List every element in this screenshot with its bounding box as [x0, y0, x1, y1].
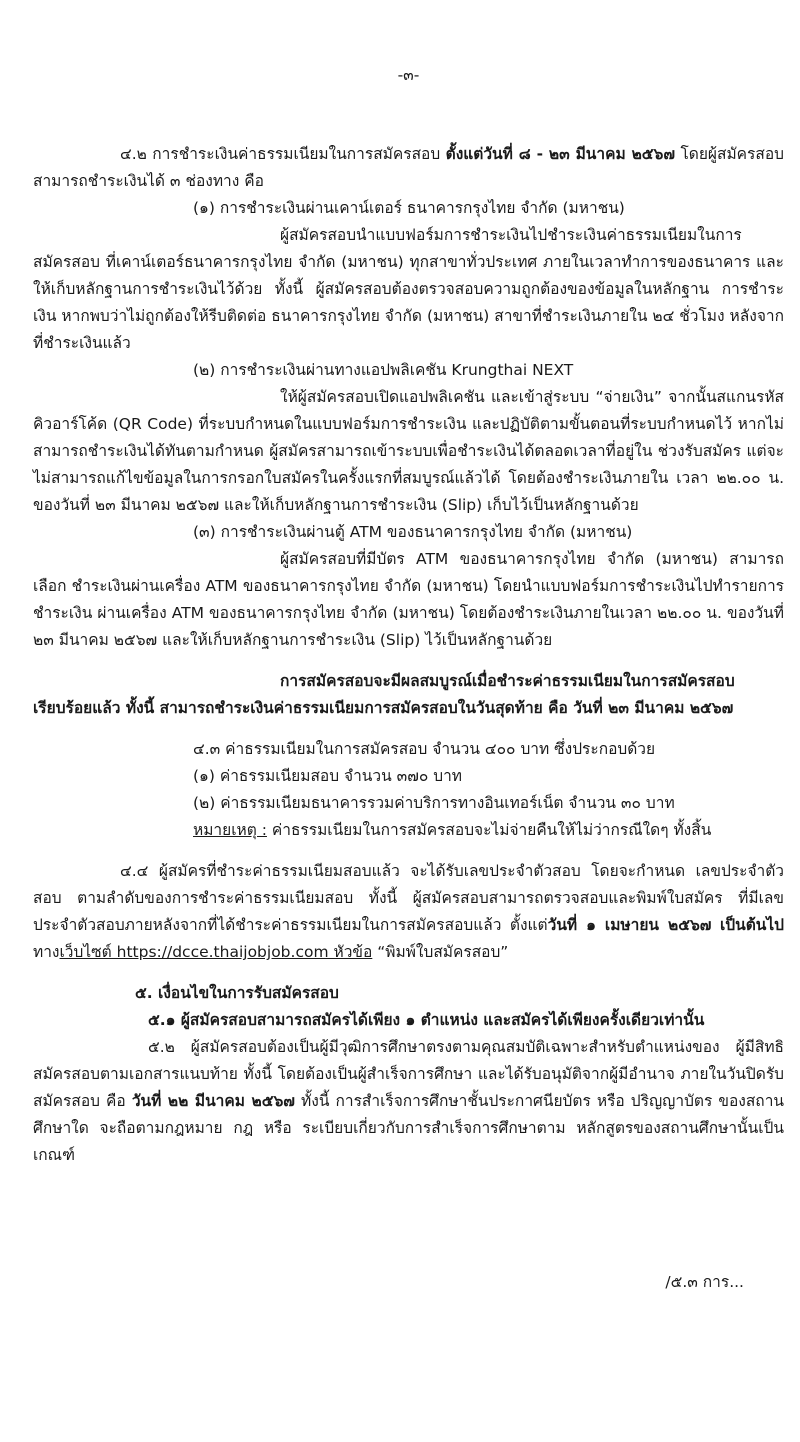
text: หลักสูตรของสถานศึกษานั้นเป็นเกณฑ์: [33, 1119, 784, 1164]
text: เป็นต้นไป: [719, 916, 784, 934]
text: หลังจากที่ชำระเงินแล้ว: [33, 307, 785, 352]
text: ผู้สมัครสอบที่มีบัตร ATM ของธนาคารกรุงไทย จำกัด (มหาชน) สามารถเลือก: [33, 550, 784, 595]
section-4-4-paragraph: [33, 858, 784, 966]
text: ภายในวันปิดรับสมัครสอบ คือ: [33, 1065, 784, 1110]
text: ที่มีเลขประจำตัวสอบภายหลังจากที่ได้ชำระค่าธรรมเนียมในการสมัครสอบแล้ว ตั้งแต่: [33, 889, 784, 934]
text: ผ่านเครื่อง ATM ของธนาคารกรุงไทย จำกัด (มหาชน) โดยต้องชำระเงินภายในเวลา ๒๒.๐๐ น. ของวันที่: [97, 604, 784, 622]
channel-2-paragraph: [33, 384, 784, 519]
text: คิวอาร์โค้ด (QR Code) ที่ระบบกำหนดในแบบฟอร์มการชำระเงิน และปฏิบัติตามขั้นตอนที่ระบบกำหนดไว้: [33, 415, 733, 433]
text: การชำระเงิน หากพบว่าไม่ถูกต้องให้รีบติดต่อ ธนาคารกรุงไทย จำกัด (มหาชน) สาขาที่ชำระเงินภายใน ๒๔ ชั่วโมง: [33, 280, 784, 325]
page-number: -๓-: [397, 66, 420, 84]
section-5-heading: ๕. เงื่อนไขในการรับสมัครสอบ: [135, 984, 339, 1002]
text: ปริญญาบัตร ของสถานศึกษาใด จะถือตามกฎหมาย กฎ หรือ ระเบียบเกี่ยวกับการสำเร็จการศึกษาตาม: [33, 1092, 784, 1137]
text: สมัครสอบ ที่เคาน์เตอร์ธนาคารกรุงไทย จำกัด (มหาชน) ทุกสาขาทั่วประเทศ ภายในเวลาทำการของธนาคาร: [33, 253, 751, 271]
channel-3-paragraph: [33, 546, 784, 654]
date: วันที่ ๒๒ มีนาคม ๒๕๖๗: [131, 1092, 295, 1110]
bold-note: [33, 668, 784, 722]
remark: [33, 817, 784, 844]
text: เลขประจำตัวสอบ ตามลำดับของการชำระค่าธรรมเนียมสอบ ทั้งนี้ ผู้สมัครสอบสามารถตรวจสอบและพิมพ์ใบสมัคร: [33, 862, 784, 907]
text: ผู้มีสิทธิสมัครสอบตามเอกสารแนบท้าย ทั้งนี้ โดยต้องเป็นผู้สำเร็จการศึกษา และได้รับอนุมัติจากผู้มีอำนาจ: [33, 1038, 784, 1083]
text: “พิมพ์ใบสมัครสอบ”: [372, 943, 509, 961]
text: และให้เก็บหลักฐานการชำระเงินไว้ด้วย ทั้งนี้ ผู้สมัครสอบต้องตรวจสอบความถูกต้องของข้อมูลในหลักฐาน: [33, 253, 784, 298]
text: ทั้งนี้ การสำเร็จการศึกษาชั้นประกาศนียบัตร หรือ: [294, 1092, 625, 1110]
date: วันที่ ๑ เมษายน ๒๕๖๗: [547, 916, 712, 934]
text: ๕.๒ ผู้สมัครสอบต้องเป็นผู้มีวุฒิการศึกษาตรงตามคุณสมบัติเฉพาะสำหรับตำแหน่งของ: [148, 1038, 720, 1056]
channel-1-paragraph: [33, 222, 784, 357]
text: ๒๓ มีนาคม ๒๕๖๗ และให้เก็บหลักฐานการชำระเงิน (Slip) ไว้เป็นหลักฐานด้วย: [33, 631, 553, 649]
text: หากไม่สามารถชำระเงินได้ทันตามกำหนด ผู้สมัครสามารถเข้าระบบเพื่อชำระเงินได้ตลอดเวลาที่อยู่ใน: [33, 415, 784, 460]
fee-item: (๑) ค่าธรรมเนียมสอบ จำนวน ๓๗๐ บาท: [193, 767, 462, 785]
text: ชำระเงินผ่านเครื่อง ATM ของธนาคารกรุงไทย จำกัด (มหาชน) โดยนำแบบฟอร์มการชำระเงินไปทำรายการชำระเงิน: [33, 577, 784, 622]
remark-text: ค่าธรรมเนียมในการสมัครสอบจะไม่จ่ายคืนให้ไม่ว่ากรณีใดๆ ทั้งสิ้น: [266, 821, 712, 839]
section-5-2-paragraph: [33, 1034, 784, 1169]
text: ให้ผู้สมัครสอบเปิดแอปพลิเคชัน และเข้าสู่ระบบ “จ่ายเงิน” จากนั้นสแกนรหัส: [280, 388, 784, 406]
fee-item: (๒) ค่าธรรมเนียมธนาคารรวมค่าบริการทางอินเทอร์เน็ต จำนวน ๓๐ บาท: [193, 794, 675, 812]
section-4-2-paragraph: [33, 141, 784, 195]
text: ทั้งนี้ สามารถชำระเงินค่าธรรมเนียมการสมัครสอบในวันสุดท้าย คือ วันที่ ๒๓ มีนาคม ๒๕๖๗: [125, 699, 734, 717]
text: การสมัครสอบจะมีผลสมบูรณ์เมื่อชำระค่าธรรมเนียมในการสมัครสอบเรียบร้อยแล้ว: [33, 672, 735, 717]
text: ทาง: [33, 943, 60, 961]
text: ๔.๒ การชำระเงินค่าธรรมเนียมในการสมัครสอบ: [120, 145, 446, 163]
text: ผู้สมัครสอบนำแบบฟอร์มการชำระเงินไปชำระเงินค่าธรรมเนียมในการ: [280, 226, 742, 244]
date-range: ตั้งแต่วันที่ ๘ - ๒๓ มีนาคม ๒๕๖๗: [445, 145, 676, 163]
channel-2-title: (๒) การชำระเงินผ่านทางแอปพลิเคชัน Krungthai NEXT: [193, 361, 574, 379]
channel-3-title: (๓) การชำระเงินผ่านตู้ ATM ของธนาคารกรุงไทย จำกัด (มหาชน): [193, 523, 633, 541]
section-5-1: ๕.๑ ผู้สมัครสอบสามารถสมัครได้เพียง ๑ ตำแหน่ง และสมัครได้เพียงครั้งเดียวเท่านั้น: [148, 1011, 705, 1029]
remark-label: หมายเหตุ :: [193, 821, 267, 839]
text: โดยผู้สมัครสอบสามารถชำระเงินได้ ๓ ช่องทาง คือ: [33, 145, 784, 190]
website-link[interactable]: เว็บไซต์ https://dcce.thaijobjob.com หัวข้อ: [59, 943, 373, 961]
text: ช่วงรับสมัคร แต่จะไม่สามารถแก้ไขข้อมูลในการกรอกใบสมัครในครั้งแรกที่สมบูรณ์แล้วได้ โดยต้องชำระเงินภายใน: [33, 442, 784, 487]
channel-1-title: (๑) การชำระเงินผ่านเคาน์เตอร์ ธนาคารกรุงไทย จำกัด (มหาชน): [193, 199, 625, 217]
continuation-marker: /๕.๓ การ...: [665, 1273, 744, 1291]
text: ๔.๔ ผู้สมัครที่ชำระค่าธรรมเนียมสอบแล้ว จะได้รับเลขประจำตัวสอบ โดยจะกำหนด: [120, 862, 686, 880]
section-4-3-heading: ๔.๓ ค่าธรรมเนียมในการสมัครสอบ จำนวน ๔๐๐ บาท ซึ่งประกอบด้วย: [193, 740, 656, 758]
text: เวลา ๒๒.๐๐ น. ของวันที่ ๒๓ มีนาคม ๒๕๖๗ และให้เก็บหลักฐานการชำระเงิน (Slip) เก็บไว้เป็นหลักฐานด้วย: [33, 469, 784, 514]
